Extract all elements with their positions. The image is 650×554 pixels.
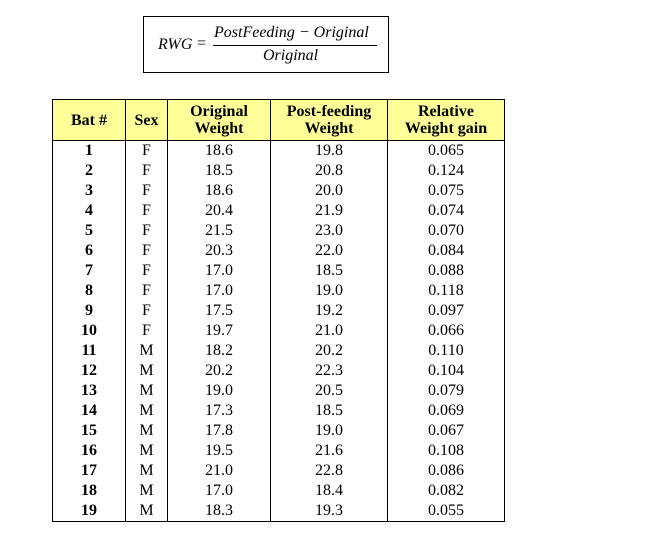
original-weight-cell: 17.0 [168,481,271,501]
table-row [53,501,505,522]
table-row [53,341,505,361]
table-row [53,201,505,221]
post-feeding-weight-cell: 19.0 [271,421,388,441]
relative-weight-gain-cell: 0.065 [388,141,505,162]
bat-number-cell: 2 [53,161,126,181]
table-row [53,281,505,301]
bat-number-cell: 6 [53,241,126,261]
bat-number-cell: 15 [53,421,126,441]
bat-number-cell: 14 [53,401,126,421]
sex-cell: F [126,141,168,162]
post-feeding-weight-cell: 22.0 [271,241,388,261]
formula-numerator: PostFeeding − Original [214,24,369,41]
relative-weight-gain-cell: 0.088 [388,261,505,281]
post-feeding-weight-cell: 22.8 [271,461,388,481]
table-row [53,241,505,261]
formula-denominator: Original [263,47,319,64]
sex-cell: M [126,461,168,481]
post-feeding-weight-cell: 23.0 [271,221,388,241]
table-row [53,481,505,501]
post-feeding-weight-cell: 21.9 [271,201,388,221]
bat-number-cell: 4 [53,201,126,221]
original-weight-cell: 17.8 [168,421,271,441]
relative-weight-gain-cell: 0.075 [388,181,505,201]
original-weight-cell: 17.5 [168,301,271,321]
bat-number-cell: 12 [53,361,126,381]
sex-cell: F [126,241,168,261]
bat-number-cell: 10 [53,321,126,341]
relative-weight-gain-cell: 0.086 [388,461,505,481]
original-weight-cell: 18.2 [168,341,271,361]
sex-cell: M [126,381,168,401]
original-weight-cell: 17.3 [168,401,271,421]
sex-cell: F [126,221,168,241]
post-feeding-weight-cell: 20.0 [271,181,388,201]
original-weight-cell: 20.3 [168,241,271,261]
post-feeding-weight-cell: 18.4 [271,481,388,501]
bat-number-cell: 7 [53,261,126,281]
relative-weight-gain-cell: 0.082 [388,481,505,501]
table-row [53,141,505,162]
post-feeding-weight-cell: 21.6 [271,441,388,461]
original-weight-cell: 20.4 [168,201,271,221]
sex-cell: M [126,401,168,421]
table-row [53,321,505,341]
table-row [53,381,505,401]
sex-cell: M [126,361,168,381]
post-feeding-weight-cell: 22.3 [271,361,388,381]
formula-equals: = [197,35,207,52]
header-relative-weight-gain: Relative Weight gain [388,100,505,141]
table-row [53,221,505,241]
sex-cell: M [126,341,168,361]
relative-weight-gain-cell: 0.079 [388,381,505,401]
table-row [53,421,505,441]
sex-cell: F [126,161,168,181]
sex-cell: F [126,321,168,341]
bat-number-cell: 9 [53,301,126,321]
original-weight-cell: 20.2 [168,361,271,381]
relative-weight-gain-cell: 0.069 [388,401,505,421]
sex-cell: F [126,261,168,281]
original-weight-cell: 21.0 [168,461,271,481]
original-weight-cell: 17.0 [168,261,271,281]
sex-cell: M [126,501,168,522]
bat-number-cell: 16 [53,441,126,461]
relative-weight-gain-cell: 0.110 [388,341,505,361]
sex-cell: F [126,181,168,201]
formula-fraction-bar [213,45,377,46]
table-row [53,441,505,461]
original-weight-cell: 19.0 [168,381,271,401]
header-original-weight: Original Weight [168,100,271,141]
bat-weight-table [52,99,505,522]
relative-weight-gain-cell: 0.067 [388,421,505,441]
table-row [53,161,505,181]
post-feeding-weight-cell: 19.0 [271,281,388,301]
original-weight-cell: 21.5 [168,221,271,241]
table-row [53,261,505,281]
sex-cell: F [126,201,168,221]
bat-number-cell: 19 [53,501,126,522]
relative-weight-gain-cell: 0.104 [388,361,505,381]
post-feeding-weight-cell: 20.5 [271,381,388,401]
relative-weight-gain-cell: 0.118 [388,281,505,301]
original-weight-cell: 18.6 [168,181,271,201]
original-weight-cell: 18.5 [168,161,271,181]
relative-weight-gain-cell: 0.074 [388,201,505,221]
table-row [53,361,505,381]
table-row [53,181,505,201]
table-row [53,301,505,321]
post-feeding-weight-cell: 19.8 [271,141,388,162]
bat-number-cell: 3 [53,181,126,201]
relative-weight-gain-cell: 0.108 [388,441,505,461]
original-weight-cell: 19.7 [168,321,271,341]
bat-number-cell: 18 [53,481,126,501]
relative-weight-gain-cell: 0.070 [388,221,505,241]
post-feeding-weight-cell: 18.5 [271,261,388,281]
post-feeding-weight-cell: 20.8 [271,161,388,181]
sex-cell: M [126,481,168,501]
post-feeding-weight-cell: 19.3 [271,501,388,522]
post-feeding-weight-cell: 20.2 [271,341,388,361]
post-feeding-weight-cell: 18.5 [271,401,388,421]
table-row [53,401,505,421]
post-feeding-weight-cell: 19.2 [271,301,388,321]
post-feeding-weight-cell: 21.0 [271,321,388,341]
relative-weight-gain-cell: 0.055 [388,501,505,522]
bat-number-cell: 13 [53,381,126,401]
bat-number-cell: 11 [53,341,126,361]
formula-box [143,16,389,73]
table-row [53,461,505,481]
relative-weight-gain-cell: 0.097 [388,301,505,321]
header-bat-number: Bat # [53,100,126,141]
relative-weight-gain-cell: 0.084 [388,241,505,261]
bat-number-cell: 8 [53,281,126,301]
bat-number-cell: 5 [53,221,126,241]
original-weight-cell: 18.3 [168,501,271,522]
header-sex: Sex [126,100,168,141]
original-weight-cell: 17.0 [168,281,271,301]
relative-weight-gain-cell: 0.066 [388,321,505,341]
bat-number-cell: 1 [53,141,126,162]
original-weight-cell: 18.6 [168,141,271,162]
formula-lhs: RWG [158,36,193,53]
sex-cell: F [126,281,168,301]
bat-number-cell: 17 [53,461,126,481]
sex-cell: F [126,301,168,321]
sex-cell: M [126,441,168,461]
table-header-row [53,100,505,141]
header-post-feeding-weight: Post-feeding Weight [271,100,388,141]
sex-cell: M [126,421,168,441]
relative-weight-gain-cell: 0.124 [388,161,505,181]
original-weight-cell: 19.5 [168,441,271,461]
